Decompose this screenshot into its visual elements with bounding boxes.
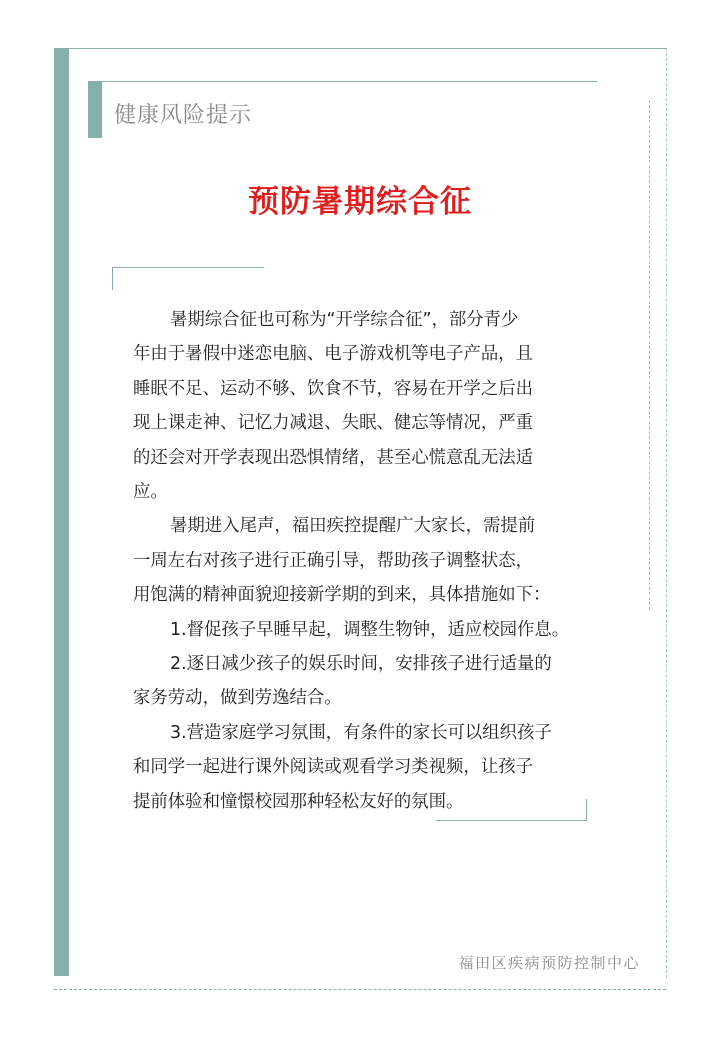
measure-3-line-3: 提前体验和憧憬校园那种轻松友好的氛围。	[133, 791, 464, 812]
measure-1: 1.督促孩子早睡早起，调整生物钟，适应校园作息。	[170, 619, 570, 640]
paragraph-1-line-4: 现上课走神、记忆力减退、失眠、健忘等情况，严重	[133, 413, 533, 434]
measure-3-line-2: 和同学一起进行课外阅读或观看学习类视频，让孩子	[133, 757, 533, 778]
section-title: 健康风险提示	[114, 103, 253, 128]
organization-name: 福田区疾病预防控制中心	[458, 954, 640, 972]
decorative-corner-top-left	[112, 267, 264, 290]
measure-2-line-2: 家务劳动，做到劳逸结合。	[133, 688, 342, 709]
bottom-dashed-border	[54, 989, 666, 990]
paragraph-2-line-1: 暑期进入尾声，福田疾控提醒广大家长，需提前	[170, 516, 536, 537]
paragraph-1-line-3: 睡眠不足、运动不够、饮食不节，容易在开学之后出	[133, 378, 533, 399]
article-body	[133, 303, 593, 819]
header-accent-block	[88, 81, 102, 138]
paragraph-1-line-1: 暑期综合征也可称为“开学综合征”，部分青少	[170, 310, 519, 330]
measure-2-line-1: 2.逐日减少孩子的娱乐时间，安排孩子进行适量的	[170, 654, 552, 675]
measure-3-line-1: 3.营造家庭学习氛围，有条件的家长可以组织孩子	[170, 722, 552, 743]
paragraph-1-line-5: 的还会对开学表现出恐惧情绪，甚至心慌意乱无法适	[133, 447, 533, 468]
article-title: 预防暑期综合征	[248, 184, 472, 220]
paragraph-2-line-2: 一周左右对孩子进行正确引导，帮助孩子调整状态，	[133, 550, 533, 571]
top-border-line	[69, 48, 667, 49]
paragraph-1-line-2: 年由于暑假中迷恋电脑、电子游戏机等电子产品，且	[133, 344, 533, 365]
paragraph-2-line-3: 用饱满的精神面貌迎接新学期的到来，具体措施如下：	[133, 585, 551, 606]
paragraph-1-line-6: 应。	[133, 482, 168, 503]
header-top-line	[102, 81, 597, 82]
